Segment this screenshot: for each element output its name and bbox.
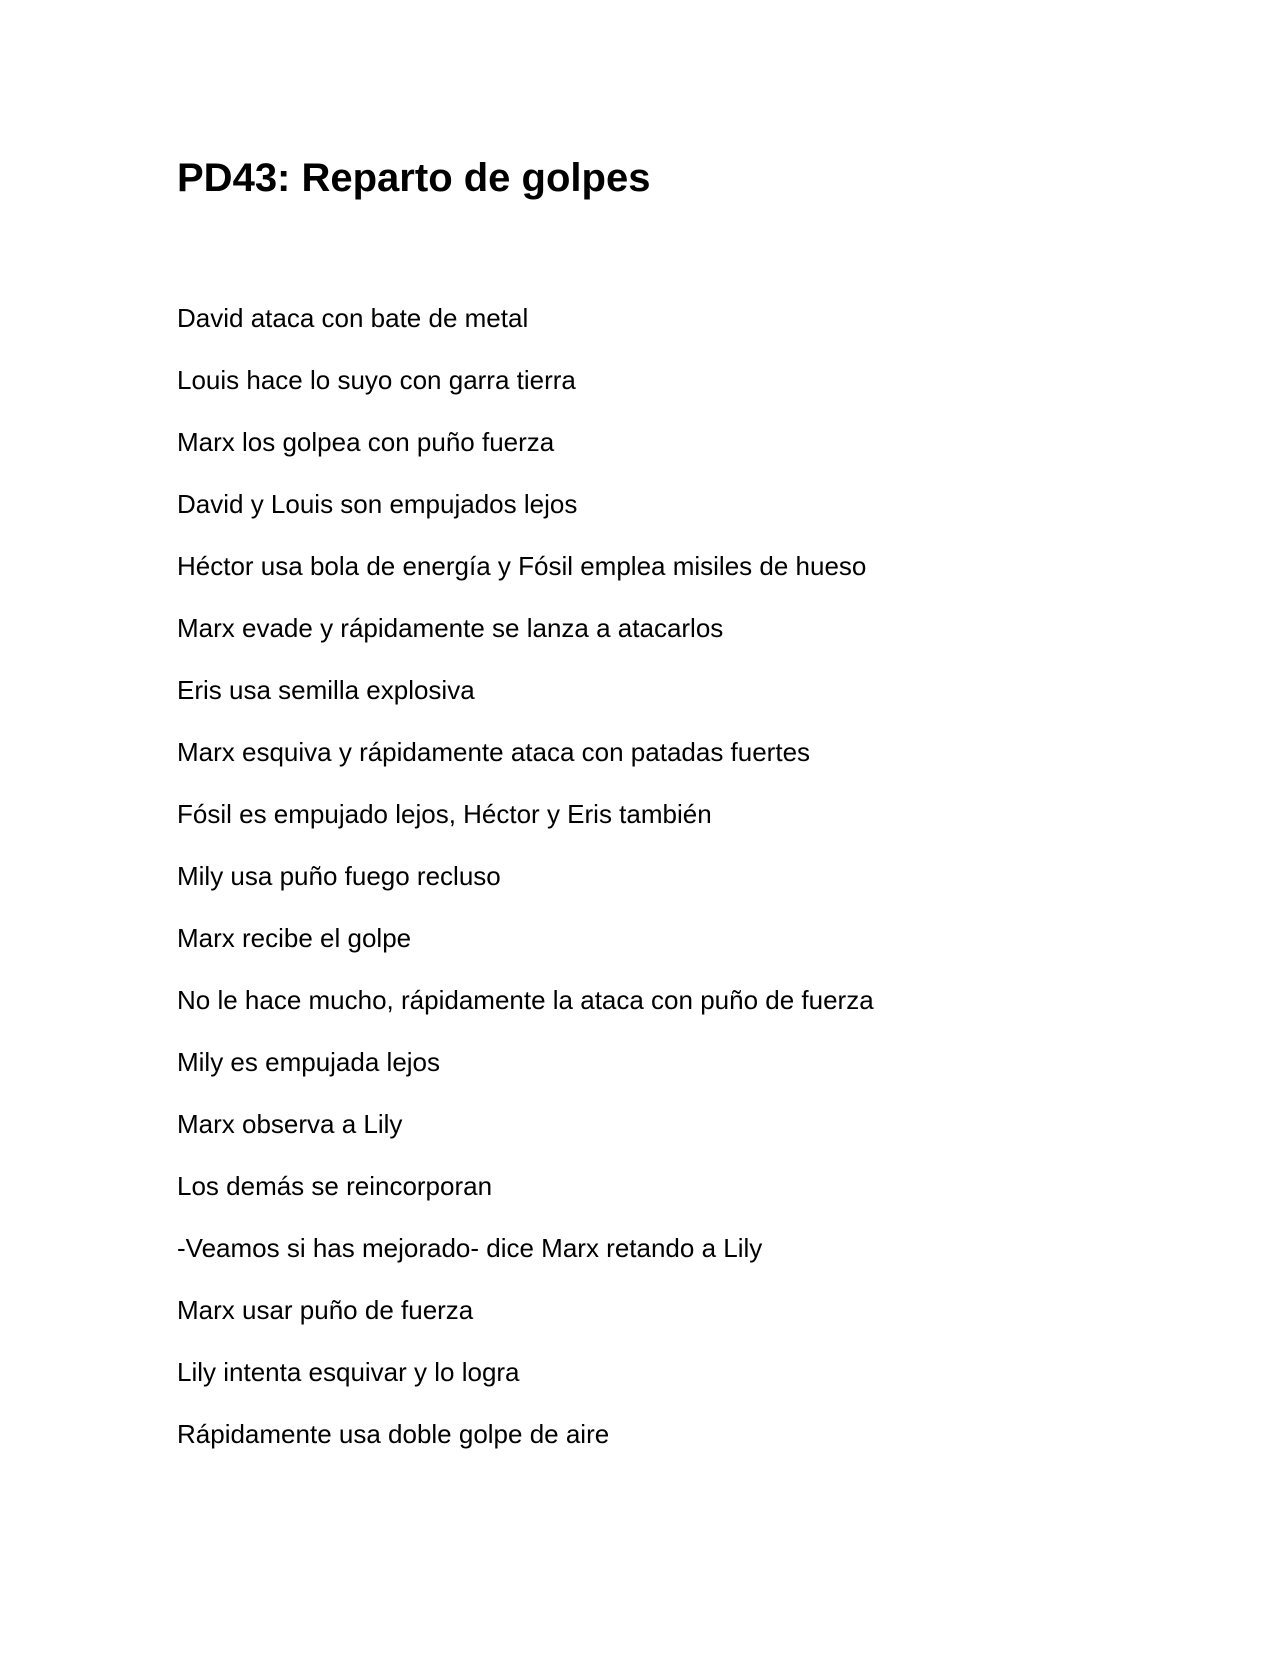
body-line: Marx recibe el golpe [177, 923, 412, 953]
body-line: Eris usa semilla explosiva [177, 675, 475, 705]
body-line: Louis hace lo suyo con garra tierra [177, 365, 576, 395]
body-line: Rápidamente usa doble golpe de aire [177, 1419, 610, 1449]
body-line: David y Louis son empujados lejos [177, 489, 578, 519]
body-line: Héctor usa bola de energía y Fósil emplea misiles de hueso [177, 551, 867, 581]
body-line: Marx esquiva y rápidamente ataca con patadas fuertes [177, 737, 811, 767]
body-line: Marx evade y rápidamente se lanza a atacarlos [177, 613, 724, 643]
document-body [177, 300, 874, 1478]
body-line: David ataca con bate de metal [177, 303, 529, 333]
body-line: No le hace mucho, rápidamente la ataca con puño de fuerza [177, 985, 874, 1015]
body-line: Fósil es empujado lejos, Héctor y Eris también [177, 799, 712, 829]
body-line: -Veamos si has mejorado- dice Marx retando a Lily [177, 1233, 763, 1263]
body-line: Lily intenta esquivar y lo logra [177, 1357, 520, 1387]
body-line: Los demás se reincorporan [177, 1171, 493, 1201]
body-line: Marx los golpea con puño fuerza [177, 427, 555, 457]
body-line: Marx usar puño de fuerza [177, 1295, 474, 1325]
body-line: Mily usa puño fuego recluso [177, 861, 501, 891]
body-line: Marx observa a Lily [177, 1109, 403, 1139]
document-title: PD43: Reparto de golpes [177, 156, 651, 200]
body-line: Mily es empujada lejos [177, 1047, 441, 1077]
